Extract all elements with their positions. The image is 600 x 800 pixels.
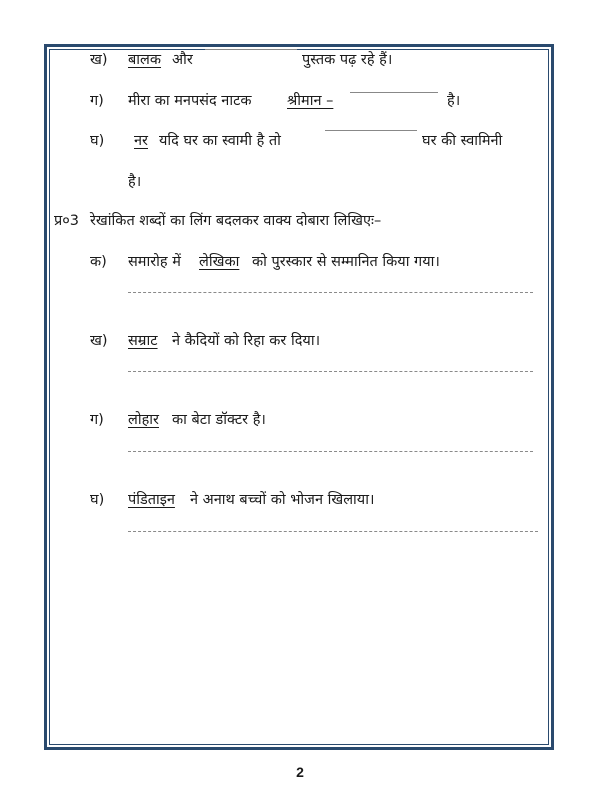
item-label: घ) bbox=[90, 492, 105, 508]
sentence-text: है। bbox=[447, 93, 461, 109]
item-label: ग) bbox=[90, 93, 104, 109]
sentence-text: घर की स्वामिनी bbox=[422, 133, 503, 149]
underlined-word: पंडिताइन bbox=[128, 492, 175, 508]
underlined-word: लेखिका bbox=[199, 254, 240, 270]
underlined-word: नर bbox=[134, 133, 148, 149]
item-label: घ) bbox=[90, 133, 105, 149]
sentence-text: ने अनाथ बच्चों को भोजन खिलाया। bbox=[190, 492, 375, 508]
sentence-text: का बेटा डॉक्टर है। bbox=[172, 412, 266, 428]
underlined-word: सम्राट bbox=[128, 333, 158, 349]
answer-line[interactable] bbox=[128, 292, 533, 293]
sentence-text: यदि घर का स्वामी है तो bbox=[159, 133, 281, 149]
fill-blank[interactable] bbox=[205, 49, 297, 50]
sentence-text: मीरा का मनपसंद नाटक bbox=[128, 93, 252, 109]
page-number: 2 bbox=[296, 764, 304, 780]
sentence-text: पुस्तक पढ़ रहे हैं। bbox=[302, 52, 393, 68]
fill-blank[interactable] bbox=[350, 92, 438, 93]
item-label: ख) bbox=[90, 333, 108, 349]
question-number: प्र०3 bbox=[54, 213, 80, 229]
answer-line[interactable] bbox=[128, 451, 533, 452]
item-label: ख) bbox=[90, 52, 108, 68]
answer-line[interactable] bbox=[128, 531, 538, 532]
sentence-text: है। bbox=[128, 174, 142, 190]
sentence-text: को पुरस्कार से सम्मानित किया गया। bbox=[252, 254, 440, 270]
item-label: क) bbox=[90, 254, 107, 270]
sentence-text: ने कैदियों को रिहा कर दिया। bbox=[172, 333, 321, 349]
sentence-text: और bbox=[172, 52, 193, 68]
underlined-word: बालक bbox=[128, 52, 162, 68]
sentence-text: समारोह में bbox=[128, 254, 181, 270]
fill-blank[interactable] bbox=[325, 130, 417, 131]
item-label: ग) bbox=[90, 412, 104, 428]
answer-line[interactable] bbox=[128, 371, 533, 372]
question-instruction: रेखांकित शब्दों का लिंग बदलकर वाक्य दोबारा लिखिएः– bbox=[90, 213, 382, 229]
underlined-word: श्रीमान – bbox=[287, 93, 334, 109]
underlined-word: लोहार bbox=[128, 412, 159, 428]
